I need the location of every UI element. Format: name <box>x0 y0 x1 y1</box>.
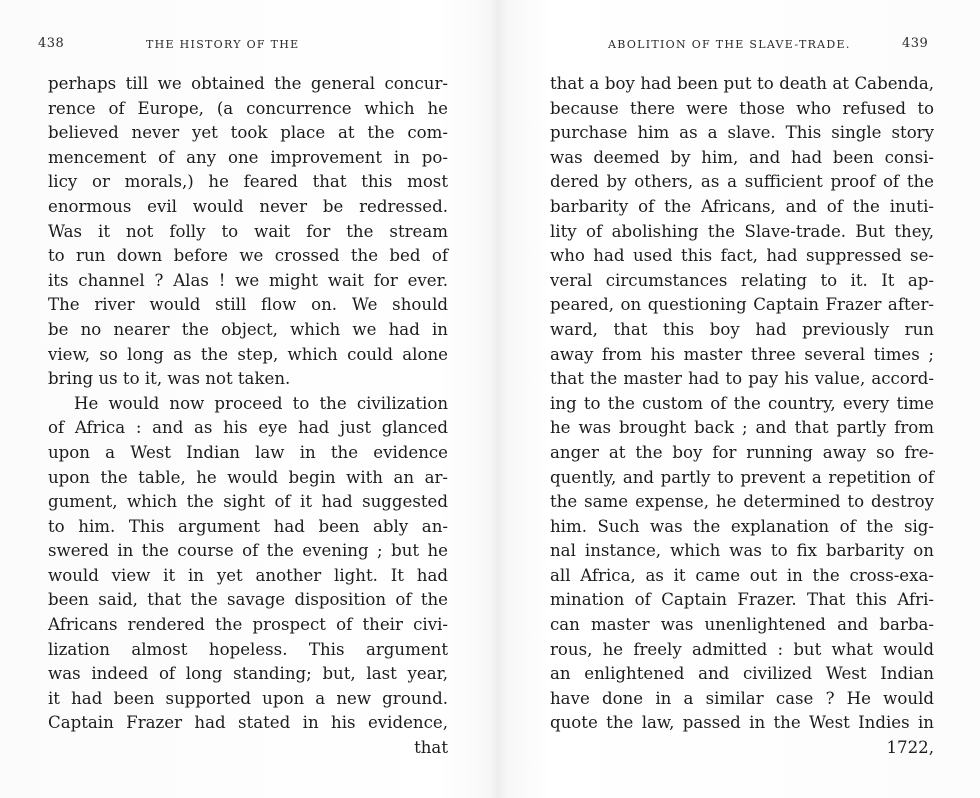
right-catchword: 1722, <box>886 738 934 758</box>
text-line: can master was unenlightened and barba- <box>550 615 934 635</box>
text-line: was deemed by him, and had been consi- <box>550 147 934 167</box>
text-line: it had been supported upon a new ground. <box>48 688 448 708</box>
text-line: quently, and partly to prevent a repetition of <box>550 467 934 487</box>
text-line: perhaps till we obtained the general concur- <box>48 74 448 93</box>
right-page <box>490 0 980 798</box>
text-line: lization almost hopeless. This argument <box>48 639 448 659</box>
text-line: because there were those who refused to <box>550 98 934 118</box>
left-page-text <box>48 72 448 761</box>
text-line: peared, on questioning Captain Frazer after- <box>550 295 934 315</box>
text-line: gument, which the sight of it had suggested <box>48 492 448 512</box>
text-line: would view it in yet another light. It had <box>48 565 448 585</box>
text-line: Captain Frazer had stated in his evidence, <box>48 713 448 733</box>
text-line: of Africa : and as his eye had just glanced <box>48 418 448 438</box>
text-line: who had used this fact, had suppressed se- <box>550 246 934 266</box>
text-line: believed never yet took place at the com- <box>48 123 448 143</box>
text-line: that a boy had been put to death at Cabenda, <box>550 74 934 93</box>
text-line: mencement of any one improvement in po- <box>48 147 448 167</box>
text-line: quote the law, passed in the West Indies in <box>550 713 934 733</box>
text-line: Was it not folly to wait for the stream <box>48 221 448 241</box>
text-line: the same expense, he determined to destroy <box>550 492 934 512</box>
text-line: nal instance, which was to fix barbarity on <box>550 541 934 561</box>
text-line: to him. This argument had been ably an- <box>48 516 448 536</box>
text-line: enormous evil would never be redressed. <box>48 196 448 216</box>
text-line: that the master had to pay his value, accord- <box>550 369 934 389</box>
text-line: been said, that the savage disposition of the <box>48 590 448 610</box>
text-line: ing to the custom of the country, every time <box>550 393 934 413</box>
text-line: upon a West Indian law in the evidence <box>48 442 448 462</box>
text-line: swered in the course of the evening ; but he <box>48 541 448 561</box>
text-line: bring us to it, was not taken. <box>48 369 291 389</box>
text-line: away from his master three several times ; <box>550 344 934 364</box>
text-line: The river would still flow on. We should <box>48 295 448 315</box>
text-line: rence of Europe, (a concurrence which he <box>48 98 448 118</box>
text-line: ward, that this boy had previously run <box>550 319 934 339</box>
text-line: mination of Captain Frazer. That this Afri- <box>550 590 934 610</box>
text-line: anger at the boy for running away so fre- <box>550 442 934 462</box>
text-line: barbarity of the Africans, and of the inuti- <box>550 196 934 216</box>
text-line: he was brought back ; and that partly from <box>550 418 934 438</box>
left-running-head: THE HISTORY OF THE <box>146 38 300 51</box>
text-line: purchase him as a slave. This single story <box>550 123 934 143</box>
text-line: Africans rendered the prospect of their civi- <box>48 615 448 635</box>
left-catchword: that <box>414 738 448 758</box>
right-page-text <box>550 72 934 761</box>
text-line: veral circumstances relating to it. It ap- <box>550 270 934 290</box>
text-line: have done in a similar case ? He would <box>550 688 934 708</box>
text-line: lity of abolishing the Slave-trade. But they, <box>550 221 934 241</box>
text-line: be no nearer the object, which we had in <box>48 319 448 339</box>
text-line: view, so long as the step, which could alone <box>48 344 448 364</box>
text-line: rous, he freely admitted : but what would <box>550 639 934 659</box>
text-line: him. Such was the explanation of the sig- <box>550 516 934 536</box>
text-line: licy or morals,) he feared that this most <box>48 172 448 192</box>
text-line: to run down before we crossed the bed of <box>48 246 448 266</box>
text-line: dered by others, as a sufficient proof of the <box>550 172 934 192</box>
text-line: its channel ? Alas ! we might wait for ever. <box>48 270 448 290</box>
text-line: was indeed of long standing; but, last year, <box>48 664 448 684</box>
left-page-number: 438 <box>38 36 65 51</box>
text-line: upon the table, he would begin with an ar- <box>48 467 448 487</box>
text-line: all Africa, as it came out in the cross-exa- <box>550 565 934 585</box>
text-line: He would now proceed to the civilization <box>74 393 448 413</box>
right-running-head: ABOLITION OF THE SLAVE-TRADE. <box>608 38 851 51</box>
right-page-number: 439 <box>902 36 929 51</box>
text-line: an enlightened and civilized West Indian <box>550 664 934 684</box>
